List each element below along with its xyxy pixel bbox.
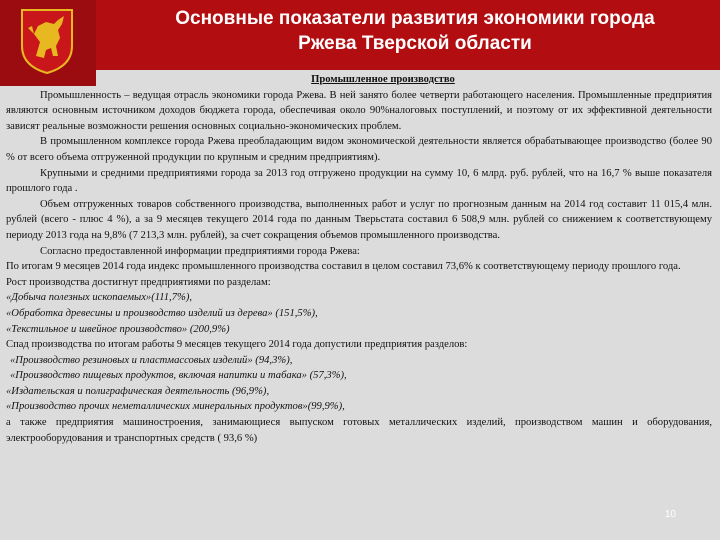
page-title xyxy=(110,6,720,56)
content-body xyxy=(6,72,712,540)
coat-of-arms-lion-icon xyxy=(18,6,76,76)
page-number: 10 xyxy=(664,509,676,520)
growth-item: «Обработка древесины и производство изделий из дерева» (151,5%), xyxy=(6,307,318,319)
title-line-1: Основные показатели развития экономики города xyxy=(175,8,655,29)
index-text: По итогам 9 месяцев 2014 года индекс промышленного производства составил в целом составил 73,6% к соответствующему периоду прошлого года. xyxy=(6,261,681,273)
paragraph-2: В промышленном комплексе города Ржева преобладающим видом экономической деятельности является обрабатывающее производство (более 90 % от всего объема отгруженной продукции по крупным и средним предприятиям). xyxy=(6,136,712,163)
growth-item: «Текстильное и швейное производство» (200,9%) xyxy=(6,323,230,335)
section-heading: Промышленное производство xyxy=(311,74,455,85)
paragraph-4: Объем отгруженных товаров собственного производства, выполненных работ и услуг по прогнозным данным на 2014 год составит 11 015,4 млн. рублей (всего - плюс 4 %), а за 9 месяцев текущего 2014 года по данным Тверьстата составил 6 508,9 млн. рублей со снижением к соответствующему периоду 2013 года на 9,8% (7 213,3 млн. рублей), за счет сокращения объемов промышленного производства. xyxy=(6,198,712,241)
decline-item: «Производство пищевых продуктов, включая напитки и табака» (57,3%), xyxy=(10,370,347,382)
paragraph-5: Согласно предоставленной информации предприятиями города Ржева: xyxy=(40,245,360,257)
decline-item: «Производство прочих неметаллических минеральных продуктов»(99,9%), xyxy=(6,401,345,413)
paragraph-1: Промышленность – ведущая отрасль экономики города Ржева. В ней занято более четверти работающего населения. Промышленные предприятия являются основным источником доходов бюджета города, обеспечивая около 90%налоговых поступлений, и поэтому от их эффективной деятельности зависят реальные возможности решения основных социально-экономических проблем. xyxy=(6,89,712,132)
growth-item: «Добыча полезных ископаемых»(111,7%), xyxy=(6,292,192,304)
decline-intro: Спад производства по итогам работы 9 месяцев текущего 2014 года допустили предприятия разделов: xyxy=(6,339,468,351)
decline-item: «Издательская и полиграфическая деятельность (96,9%), xyxy=(6,385,270,397)
growth-intro: Рост производства достигнут предприятиями по разделам: xyxy=(6,276,271,288)
paragraph-3: Крупными и средними предприятиями города за 2013 год отгружено продукции на сумму 10, 6 млрд. руб. рублей, что на 16,7 % выше показателя прошлого года . xyxy=(6,167,712,195)
title-line-2: Ржева Тверской области xyxy=(298,33,532,54)
decline-item: «Производство резиновых и пластмассовых изделий» (94,3%), xyxy=(10,354,293,366)
final-text: а также предприятия машиностроения, занимающиеся выпуском готовых металлических изделий, производством машин и оборудования, электрооборудования и транспортных средств ( 93,6 %) xyxy=(6,417,712,444)
